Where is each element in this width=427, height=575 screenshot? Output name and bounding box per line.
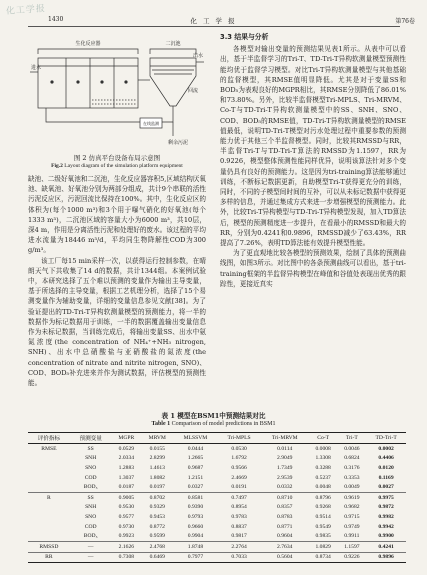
page-header: [0, 0, 427, 32]
table-cell: SS: [70, 492, 112, 502]
table-cell: 0.0049: [344, 484, 360, 491]
table-header-cell: MLSSVM: [173, 433, 217, 444]
bioreactor-label: 生化反应器: [75, 41, 101, 47]
table-cell: 0.0444: [187, 445, 204, 452]
table-cell: 2.4768: [141, 541, 173, 552]
table-cell: 0.8771: [277, 523, 293, 530]
table-cell: [28, 454, 70, 464]
table-cell: 0.9226: [338, 552, 367, 563]
table-cell: [28, 473, 70, 483]
table-cell: 0.9390: [187, 504, 204, 511]
table-cell: 0.8783: [277, 513, 293, 520]
table-cell: RMSE: [41, 445, 57, 452]
table-cell: BOD₅: [83, 484, 98, 491]
table-caption-en: [0, 421, 427, 427]
table-cell: COD: [84, 523, 97, 530]
table-row: [28, 454, 406, 464]
table-cell: 0.9687: [187, 464, 204, 471]
waste-sludge-label: 剩余污泥: [167, 140, 189, 146]
table-cell: 0.9577: [118, 513, 135, 520]
table-cell: 0.9730: [118, 523, 135, 530]
left-paragraph: 缺池、二级好氧池和二沉池，生化反应器容积5,区域结构厌氧池、缺氧池、好氧池分别为两部分组成，共计9个串联的活性污泥反应区，污泥回流比保持在100%。其中，生化反应区的体积为(每个1000 m³)和3个用于曝气硝化的好氧池(每个1333 m³)，二沉池区域的容量大小为6000 m³，共10层，深4 m，作用是分离活性污泥和处理好的废水。该过程的平均进水流量为18446 m³/d，平均同生物降解性COD为300 g/m³。: [28, 175, 206, 255]
figure-caption-en: [28, 163, 206, 169]
table-cell: 1.8748: [173, 541, 217, 552]
header-rule: [28, 26, 400, 27]
table-header-cell: MGPR: [112, 433, 142, 444]
right-paragraph: 各模型对输出变量的预测结果见表1所示。从表中可以看出，基于半监督学习的Tri-T、TD-Tri-T异构软测量模型预测性能均优于监督学习模型。对比Tri-T异构软测量模型与其他基础的监督模型，其RMSE值明显降低。尤其是对于变量SS和BOD₅为表观良好的MGPR相比，其RMSE分别降低了86.01%和73.80%。另外，比较半监督模型Tri-MPLS、Tri-MRVM、Co-T与TD-Tri-T异构软测量模型中的SS、SNH、SNO、COD、BOD₅的RMSE值，TD-Tri-T异构软测量模型的RMSE值最低，说明TD-Tri-T模型对污水处理过程中重要参数的预测能力优于其他三个半监督模型。同时，比较其RMSSD与RR，半监督Tri-T与TD-Tri-T算法的RMSSD为1.1597，RR为0.9226，模型整体预测性能同样优异，说明该算法针对多个变量仍具有良好的预测能力。这是因为tri-training算法能够通过训练，不断标记数据更新，自助模型Tri-T获得更充分的训练，同时，不同的子模型间时间的互补，可以从未标记数据中获得更多样的信息，并通过集成方式来进一步增强模型的预测能力。此外，比较Tri-T异构模型与TD-Tri-T异构模型发现，加入TD算法后，模型的预测精度进一步提升，在看最小的RMSSD和最大的RR，分别为0.4241和0.9896，RMSSD减少了63.43%，RR提高了7.26%，表明TD算法能有效提升模型性能。: [220, 45, 406, 248]
table-cell: 2.9049: [277, 455, 293, 462]
table-cell: RR: [28, 552, 70, 563]
table-cell: 0.4241: [366, 541, 406, 552]
table-cell: SNH: [85, 455, 97, 462]
right-column: [220, 32, 406, 289]
table-cell: 0.3288: [315, 464, 331, 471]
table-cell: 0.5604: [261, 552, 309, 563]
table-cell: 2.8299: [149, 455, 165, 462]
table-cell: 2.0334: [118, 455, 135, 462]
table-cell: 2.7634: [261, 541, 309, 552]
table-cell: [28, 482, 70, 492]
table-cell: 0.9896: [366, 552, 406, 563]
table-cell: 0.8772: [149, 523, 165, 530]
table-header-cell: 预测变量: [70, 433, 112, 444]
volume-number: 第76卷: [395, 18, 415, 25]
table-cell: 0.9268: [315, 504, 331, 511]
table-cell: 0.0530: [231, 445, 247, 452]
table-cell: 0.9549: [315, 523, 331, 530]
table-cell: 1.7349: [277, 464, 293, 471]
table-cell: 0.9900: [378, 533, 394, 540]
table-cell: SS: [87, 445, 94, 452]
table-cell: R: [28, 492, 70, 502]
table-cell: 0.8796: [309, 492, 338, 502]
table-row: [28, 541, 406, 552]
table-cell: 0.0327: [187, 484, 204, 491]
table-cell: 0.8702: [141, 492, 173, 502]
table-cell: 0.0114: [277, 445, 293, 452]
table-cell: 0.0187: [118, 484, 135, 491]
table-cell: 0.0048: [315, 484, 331, 491]
table-cell: 0.8734: [309, 552, 338, 563]
table-cell: 1.3037: [118, 474, 135, 481]
table-cell: 0.8357: [277, 504, 293, 511]
figure-number: Fig.2: [51, 163, 63, 169]
table-header-cell: 评价指标: [28, 433, 70, 444]
table-cell: 2.4669: [231, 474, 247, 481]
effluent-label: 出水: [192, 53, 204, 59]
clarifier-label: 二沉池: [165, 41, 181, 47]
figure-caption-en-text: Layout diagram of the simulation platform equipment: [64, 163, 183, 169]
page-number: 1430: [48, 16, 64, 23]
table-cell: 0.8710: [261, 492, 309, 502]
table-cell: 0.9514: [315, 513, 331, 520]
online-monitor-label: 在线监测: [143, 121, 159, 126]
table-header-cell: MRVM: [141, 433, 173, 444]
table-row: [28, 503, 406, 513]
table-cell: 0.5237: [315, 474, 331, 481]
table-cell: [28, 463, 70, 473]
table-cell: 0.9911: [344, 533, 360, 540]
table-body: [28, 444, 406, 563]
table-cell: 0.7977: [173, 552, 217, 563]
figure-caption-cn: 图 2 仿真平台设备布局示意图: [73, 154, 161, 162]
table-row: [28, 463, 406, 473]
table-cell: 0.9599: [149, 533, 165, 540]
table-cell: 0.7308: [112, 552, 142, 563]
table-cell: 0.0046: [344, 445, 360, 452]
table-cell: 0.9749: [344, 523, 360, 530]
table-row: [28, 531, 406, 541]
table-cell: [28, 503, 70, 513]
table-cell: 2.2764: [218, 541, 261, 552]
table-cell: 0.8837: [231, 523, 247, 530]
table-cell: 0.3176: [344, 464, 360, 471]
table-header-cell: Tri-T: [338, 433, 367, 444]
table-number: Table 1: [151, 421, 171, 427]
table-cell: 0.8581: [173, 492, 217, 502]
table-cell: 0.0197: [149, 484, 165, 491]
clarifier-outline: [150, 58, 199, 106]
table-cell: 0.1169: [378, 474, 394, 481]
table-cell: 1.8082: [149, 474, 165, 481]
table-cell: 1.6792: [231, 455, 247, 462]
table-cell: 0.9619: [338, 492, 367, 502]
table-cell: 0.9982: [378, 513, 394, 520]
section-heading: 3.3 结果与分析: [220, 33, 269, 41]
table-cell: 0.9715: [344, 513, 360, 520]
table-cell: 0.7033: [218, 552, 261, 563]
table-cell: —: [70, 541, 112, 552]
table-header-cell: Co-T: [309, 433, 338, 444]
table-cell: [28, 512, 70, 522]
right-paragraph: 为了更直观地比较各模型的预测效果，绘制了具体的预测曲线图，如图3所示。对比图中的各条预测曲线可以看出，基于tri-training框架的半监督异构模型在峰值和谷值处表现出优秀的跟踪性，更接近真实: [220, 249, 406, 288]
equipment-layout-figure: [28, 32, 206, 150]
table-cell: SNH: [85, 504, 97, 511]
table-caption-en-text: Comparison of model predictions in BSM1: [171, 421, 276, 427]
table-row: [28, 492, 406, 502]
table-cell: 0.0191: [231, 484, 247, 491]
table-cell: 0.6824: [344, 455, 360, 462]
table-row: [28, 444, 406, 454]
table-cell: 0.0529: [118, 445, 135, 452]
table-cell: 1.2665: [187, 455, 204, 462]
table-header-cell: Tri-MRVM: [261, 433, 309, 444]
journal-title: 化 工 学 报: [190, 17, 237, 25]
table-cell: 2.1626: [112, 541, 142, 552]
table-cell: 0.9817: [231, 533, 247, 540]
table-cell: 0.9329: [149, 504, 165, 511]
table-cell: 0.9904: [187, 533, 204, 540]
table-cell: [28, 531, 70, 541]
table-cell: 1.2151: [187, 474, 204, 481]
table-cell: BOD₅: [83, 533, 98, 540]
table-cell: 0.9566: [231, 464, 247, 471]
table-cell: 0.9453: [149, 513, 165, 520]
table-cell: 0.0332: [277, 484, 293, 491]
table-cell: COD: [84, 474, 97, 481]
table-cell: 1.0829: [309, 541, 338, 552]
table-row: [28, 473, 406, 483]
results-table: [28, 432, 406, 563]
table-cell: [28, 522, 70, 532]
table-cell: 0.6469: [141, 552, 173, 563]
table-row: [28, 482, 406, 492]
table-cell: 2.9539: [277, 474, 293, 481]
table-row: [28, 522, 406, 532]
table-cell: 1.1597: [338, 541, 367, 552]
table-cell: 0.9005: [112, 492, 142, 502]
table-cell: 1.4613: [149, 464, 165, 471]
table-cell: SNO: [85, 513, 97, 520]
inlet-label: 进水: [31, 65, 42, 71]
table-cell: 0.9530: [118, 504, 135, 511]
table-cell: 0.9942: [378, 523, 394, 530]
table-cell: 1.2883: [118, 464, 135, 471]
table-header-cell: Tri-MPLS: [218, 433, 261, 444]
table-cell: 1.3308: [315, 455, 331, 462]
table-cell: RMSSD: [28, 541, 70, 552]
left-column: [28, 174, 206, 388]
table-row: [28, 512, 406, 522]
table-cell: 0.0027: [378, 484, 394, 491]
table-cell: 0.9682: [344, 504, 360, 511]
table-cell: 0.7497: [218, 492, 261, 502]
table-cell: 0.9975: [366, 492, 406, 502]
table-cell: SNO: [85, 464, 97, 471]
table-cell: 0.9783: [231, 513, 247, 520]
table-cell: 0.9872: [378, 504, 394, 511]
table-cell: 0.0008: [315, 445, 331, 452]
return-label: 回流: [188, 88, 199, 94]
table-cell: 0.9923: [118, 533, 135, 540]
table-cell: —: [70, 552, 112, 563]
table-cell: 0.0002: [378, 445, 394, 452]
table-cell: 0.9660: [187, 523, 204, 530]
table-header-row: [28, 433, 406, 444]
table-cell: 0.3353: [344, 474, 360, 481]
table-cell: 0.8954: [231, 504, 247, 511]
table-caption-cn: 表 1 模型在BSM1中预测结果对比: [161, 412, 266, 420]
table-cell: 0.9604: [277, 533, 293, 540]
table-cell: 0.9835: [315, 533, 331, 540]
table-cell: 0.9793: [187, 513, 204, 520]
table-cell: 0.0155: [149, 445, 165, 452]
table-cell: 0.4406: [378, 455, 394, 462]
table-header-cell: TD-Tri-T: [366, 433, 406, 444]
journal-logo: 化工学报: [5, 4, 47, 17]
left-paragraph: 该工厂每15 min采样一次，以获得运行控制参数，在晴朗天气下共收集了14 d的数据，共计1344组。本案例试验中，本研究选择了五个难以预测的变量作为输出主导变量，基于所选择的主导变量，根据工艺机理分析，选择了15个易测变量作为辅助变量，详细的变量信息参见文献[38]。为了验证提出的TD-Tri-T异构软测量模型的预测能力，将一半的数据作为标记数据用于训练，一半的数据覆盖输出变量信息作为未标记数据，当训练完成后，将输出变量SS、出水中氨氮浓度(the concentration of NH₄⁺+NH₃ nitrogen, SNH)、出水中总硝酸盐与亚硝酸盐的氮浓度(the concentration of nitrate and nitrite nitrogen, SNO)、COD、BOD₅补充进来并作为测试数据，评估模型的预测性能。: [28, 256, 206, 388]
table-row: [28, 552, 406, 563]
table-cell: 0.0120: [378, 464, 394, 471]
